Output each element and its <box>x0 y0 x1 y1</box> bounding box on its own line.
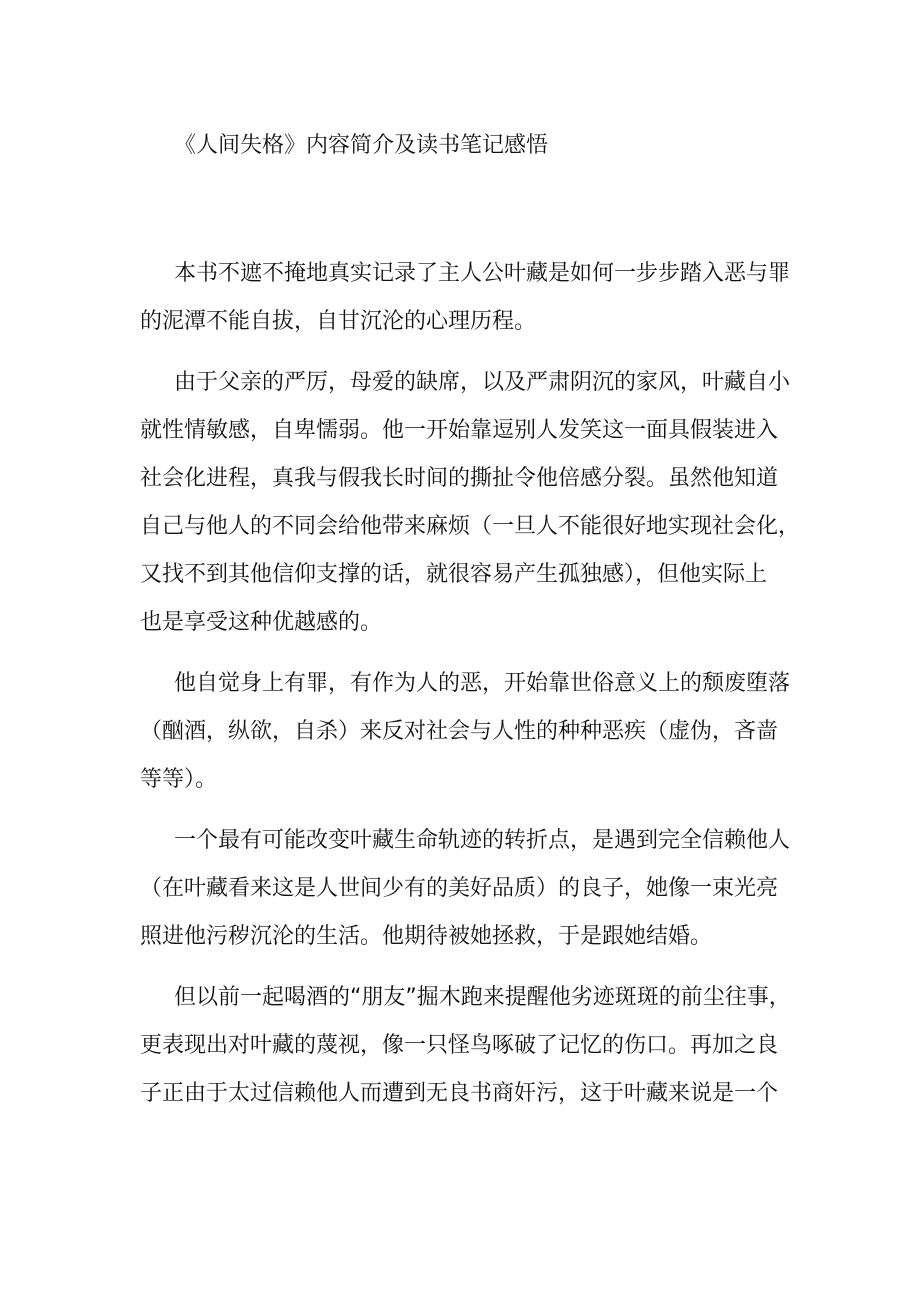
paragraph-4 <box>140 817 804 961</box>
paragraph-line: 本书不遮不掩地真实记录了主人公叶藏是如何一步步踏入恶与罪 <box>174 261 791 286</box>
paragraph-line: 就性情敏感，自卑懦弱。他一开始靠逗别人发笑这一面具假装进入 <box>140 418 779 443</box>
paragraph-line: 更表现出对叶藏的蔑视，像一只怪鸟啄破了记忆的伤口。再加之良 <box>140 1033 779 1058</box>
paragraph-line: 但以前一起喝酒的“朋友”掘木跑来提醒他劣迹斑斑的前尘往事， <box>174 985 791 1010</box>
paragraph-3 <box>140 660 804 804</box>
document-title: 《人间失格》内容简介及读书笔记感悟 <box>174 133 549 158</box>
paragraph-line: 等等）。 <box>140 767 218 792</box>
paragraph-line: （在叶藏看来这是人世间少有的美好品质）的良子，她像一束光亮 <box>140 876 779 901</box>
paragraph-line: 社会化进程，真我与假我长时间的撕扯令他倍感分裂。虽然他知道 <box>140 466 779 491</box>
paragraph-line: 由于父亲的严厉，母爱的缺席，以及严肃阴沉的家风，叶藏自小 <box>174 370 791 395</box>
paragraph-line: 又找不到其他信仰支撑的话，就很容易产生孤独感），但他实际上 <box>140 562 768 587</box>
paragraph-line: 一个最有可能改变叶藏生命轨迹的转折点，是遇到完全信赖他人 <box>174 828 791 853</box>
paragraph-5 <box>140 974 804 1118</box>
paragraph-line: 照进他污秽沉沦的生活。他期待被她拯救，于是跟她结婚。 <box>140 924 713 949</box>
paragraph-line: （酗酒，纵欲，自杀）来反对社会与人性的种种恶疾（虚伪，吝啬 <box>140 719 779 744</box>
document-body <box>140 250 804 1131</box>
paragraph-line: 他自觉身上有罪，有作为人的恶，开始靠世俗意义上的颓废堕落 <box>174 671 791 696</box>
paragraph-1 <box>140 250 804 346</box>
paragraph-line: 子正由于太过信赖他人而遭到无良书商奸污，这于叶藏来说是一个 <box>140 1081 779 1106</box>
paragraph-line: 的泥潭不能自拔，自甘沉沦的心理历程。 <box>140 309 537 334</box>
paragraph-line: 也是享受这种优越感的。 <box>140 610 383 635</box>
paragraph-line: 自己与他人的不同会给他带来麻烦（一旦人不能很好地实现社会化， <box>140 514 801 539</box>
paragraph-2 <box>140 359 804 647</box>
